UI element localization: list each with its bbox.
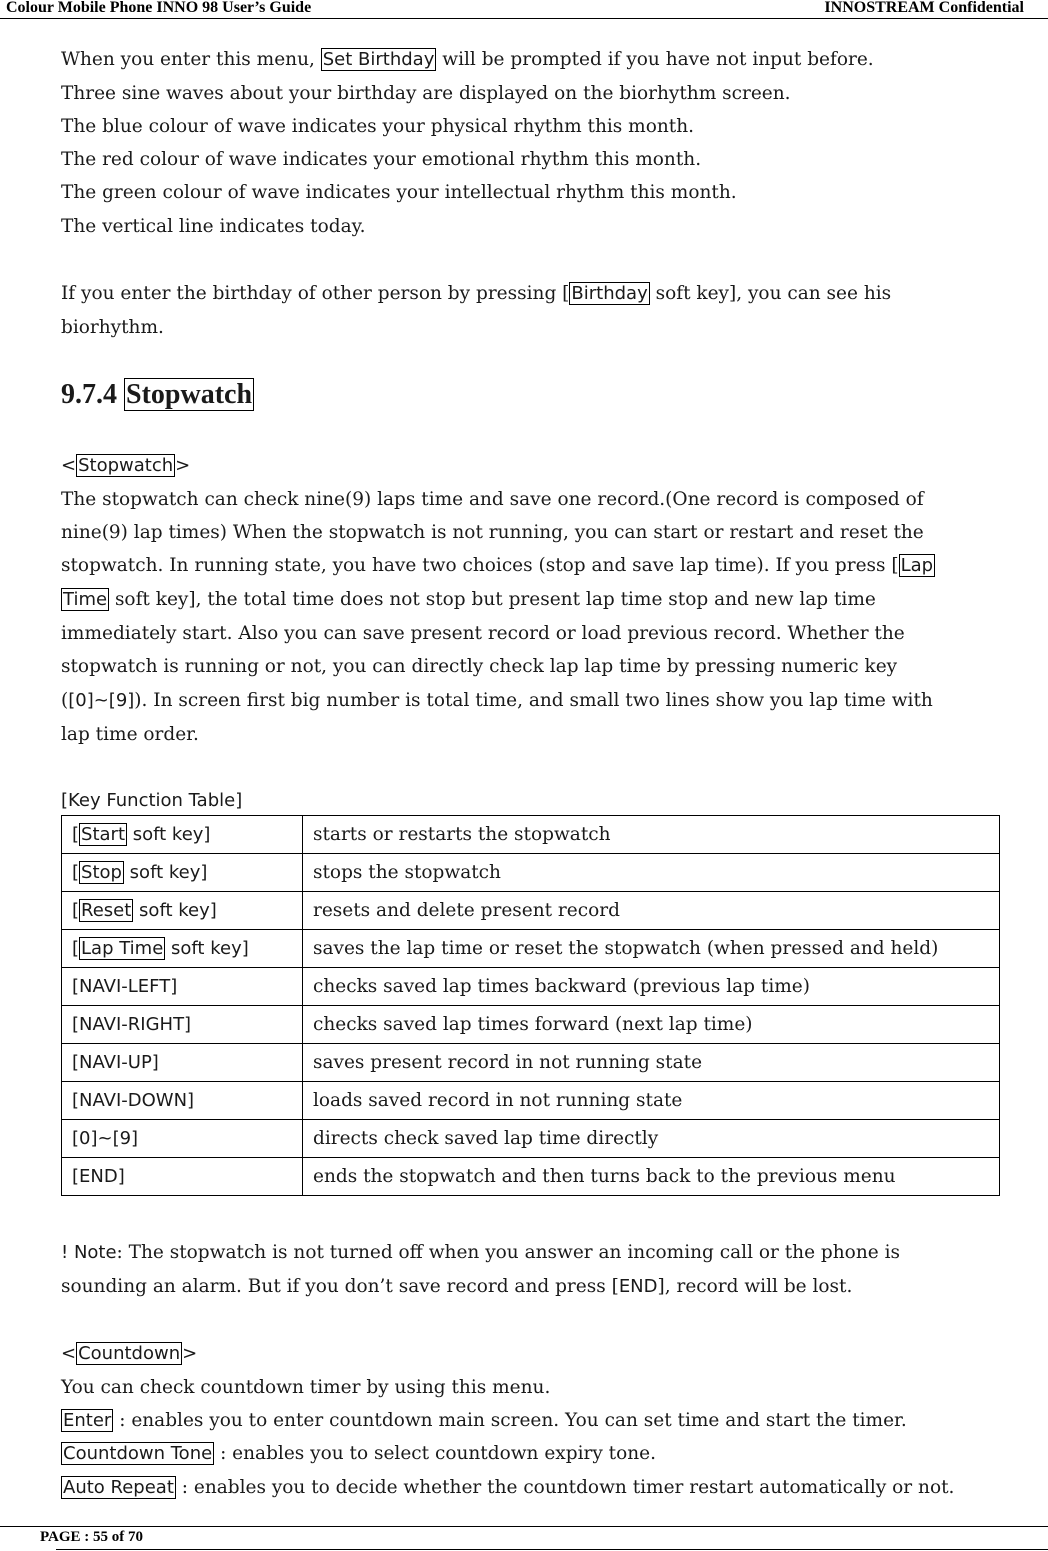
page-header (0, 0, 1048, 19)
stopwatch-para-1: The stopwatch can check nine(9) laps time and save one record.(One record is composed of (61, 489, 924, 510)
set-birthday-label: Set Birthday (322, 49, 435, 70)
countdown-item-tone: Countdown Tone : enables you to select countdown expiry tone. (63, 1443, 656, 1464)
note-label: ! Note (61, 1242, 117, 1263)
birthday-softkey-label: Birthday (571, 283, 648, 304)
intro-line-8: biorhythm. (61, 317, 164, 338)
note-line-1: ! Note: The stopwatch is not turned off when you answer an incoming call or the phone is (61, 1242, 900, 1263)
intro-line-1: When you enter this menu, Set Birthday will be prompted if you have not input before. (61, 49, 874, 70)
table-row: [NAVI-RIGHT] checks saved lap times forward (next lap time) (62, 1006, 1000, 1044)
stopwatch-para-2: nine(9) lap times) When the stopwatch is not running, you can start or restart and reset the (61, 522, 924, 543)
intro-line-3: The blue colour of wave indicates your physical rhythm this month. (61, 116, 695, 137)
stopwatch-para-6: stopwatch is running or not, you can directly check lap lap time by pressing numeric key (61, 656, 898, 677)
table-row: [0]~[9] directs check saved lap time directly (62, 1120, 1000, 1158)
note-line-2: sounding an alarm. But if you don’t save record and press [END], record will be lost. (61, 1276, 853, 1297)
table-row: [NAVI-UP] saves present record in not running state (62, 1044, 1000, 1082)
table-row: [NAVI-DOWN] loads saved record in not running state (62, 1082, 1000, 1120)
countdown-item-enter: Enter : enables you to enter countdown main screen. You can set time and start the timer. (63, 1410, 907, 1431)
key-table-caption: [Key Function Table] (61, 790, 243, 811)
intro-line-4: The red colour of wave indicates your emotional rhythm this month. (61, 149, 702, 170)
table-row: [ Lap Time soft key] saves the lap time or reset the stopwatch (when pressed and held) (62, 930, 1000, 968)
page-footer (0, 1526, 1048, 1545)
countdown-intro: You can check countdown timer by using this menu. (61, 1377, 551, 1398)
stopwatch-para-8: lap time order. (61, 724, 199, 745)
intro-line-2: Three sine waves about your birthday are displayed on the biorhythm screen. (61, 83, 791, 104)
footer-rule (56, 1549, 1048, 1550)
intro-line-7: If you enter the birthday of other person by pressing [ Birthday soft key], you can see his (61, 283, 892, 304)
table-row: [NAVI-LEFT] checks saved lap times backward (previous lap time) (62, 968, 1000, 1006)
key-function-table (61, 815, 1000, 1196)
intro-line-6: The vertical line indicates today. (61, 216, 366, 237)
table-row: [ Start soft key] starts or restarts the stopwatch (62, 816, 1000, 854)
header-title: Colour Mobile Phone INNO 98 User’s Guide (6, 0, 312, 16)
section-title: Stopwatch (126, 379, 253, 410)
table-row: [ Reset soft key] resets and delete present record (62, 892, 1000, 930)
table-row: [END] ends the stopwatch and then turns back to the previous menu (62, 1158, 1000, 1196)
stopwatch-para-3: stopwatch. In running state, you have two choices (stop and save lap time). If you press [ Lap (61, 555, 934, 576)
page-number: PAGE : 55 of 70 (40, 1529, 144, 1545)
table-row: [ Stop soft key] stops the stopwatch (62, 854, 1000, 892)
header-confidential: INNOSTREAM Confidential (824, 0, 1024, 16)
stopwatch-subheading: < Stopwatch > (61, 455, 191, 476)
countdown-item-auto-repeat: Auto Repeat : enables you to decide whether the countdown timer restart automatically or not. (63, 1477, 955, 1498)
countdown-subheading: < Countdown > (61, 1343, 198, 1364)
stopwatch-para-5: immediately start. Also you can save present record or load previous record. Whether the (61, 623, 905, 644)
stopwatch-para-7: ([0]~[9]). In screen first big number is total time, and small two lines show you lap time with (61, 690, 933, 711)
intro-line-5: The green colour of wave indicates your intellectual rhythm this month. (61, 182, 737, 203)
section-heading: 9.7.4 Stopwatch (61, 379, 253, 410)
stopwatch-para-4: Time soft key], the total time does not stop but present lap time stop and new lap time (63, 589, 876, 610)
